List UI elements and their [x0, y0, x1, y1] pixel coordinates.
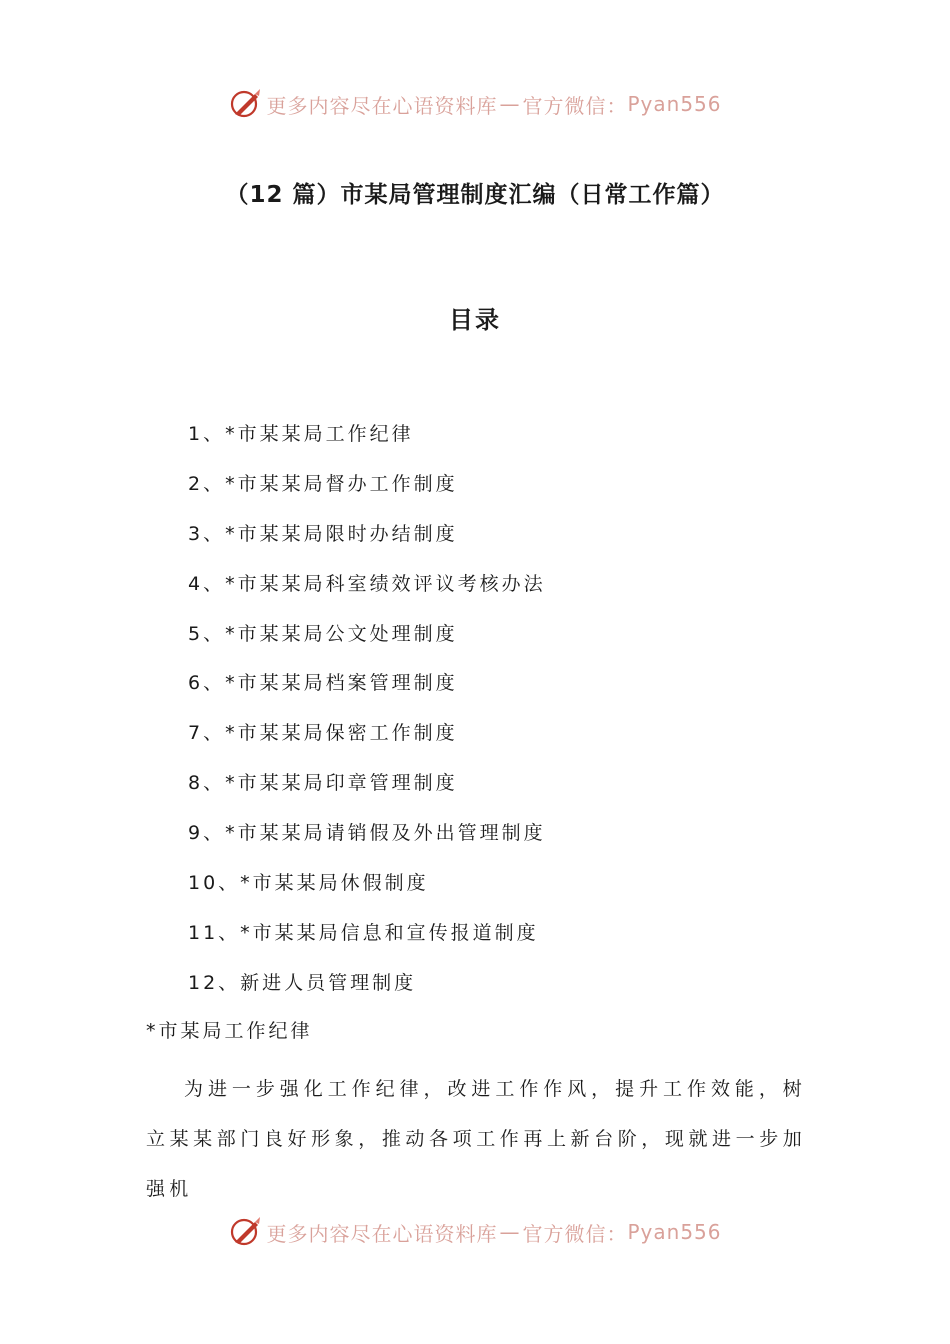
watermark-text: 更多内容尽在心语资料库 [266, 93, 498, 118]
toc-heading: 目录 [449, 306, 501, 334]
toc-item: 10、*市某某局休假制度 [188, 872, 429, 895]
body-paragraph: 为进一步强化工作纪律，改进工作作风，提升工作效能，树立某某部门良好形象，推动各项工作再上新台阶，现就进一步加强机 [146, 1078, 806, 1200]
watermark-separator: — [499, 1220, 521, 1244]
document-title: （12 篇）市某局管理制度汇编（日常工作篇） [225, 182, 725, 208]
watermark-footer [0, 1212, 950, 1252]
toc-item: 1、*市某某局工作纪律 [188, 423, 414, 445]
toc-item: 9、*市某某局请销假及外出管理制度 [188, 822, 546, 845]
toc-item: 6、*市某某局档案管理制度 [188, 672, 458, 695]
watermark-contact-id: Pyan556 [627, 1220, 722, 1244]
watermark-text: 更多内容尽在心语资料库 [266, 1221, 498, 1246]
table-of-contents [188, 416, 546, 1015]
toc-item: 8、*市某某局印章管理制度 [188, 772, 458, 795]
watermark-contact-id: Pyan556 [627, 92, 722, 116]
watermark-separator: — [499, 92, 521, 116]
toc-item: 5、*市某某局公文处理制度 [188, 622, 458, 645]
quill-logo-icon [228, 1215, 262, 1249]
section-heading: *市某局工作纪律 [146, 1020, 313, 1042]
watermark-header [0, 84, 950, 124]
quill-logo-icon [228, 87, 262, 121]
toc-item: 2、*市某某局督办工作制度 [188, 472, 458, 495]
toc-item: 12、新进人员管理制度 [188, 971, 417, 994]
toc-item: 4、*市某某局科室绩效评议考核办法 [188, 572, 546, 595]
toc-item: 7、*市某某局保密工作制度 [188, 722, 458, 745]
watermark-contact-label: 官方微信： [522, 93, 628, 118]
toc-item: 3、*市某某局限时办结制度 [188, 522, 458, 545]
toc-item: 11、*市某某局信息和宣传报道制度 [188, 921, 539, 944]
watermark-contact-label: 官方微信： [522, 1221, 628, 1246]
